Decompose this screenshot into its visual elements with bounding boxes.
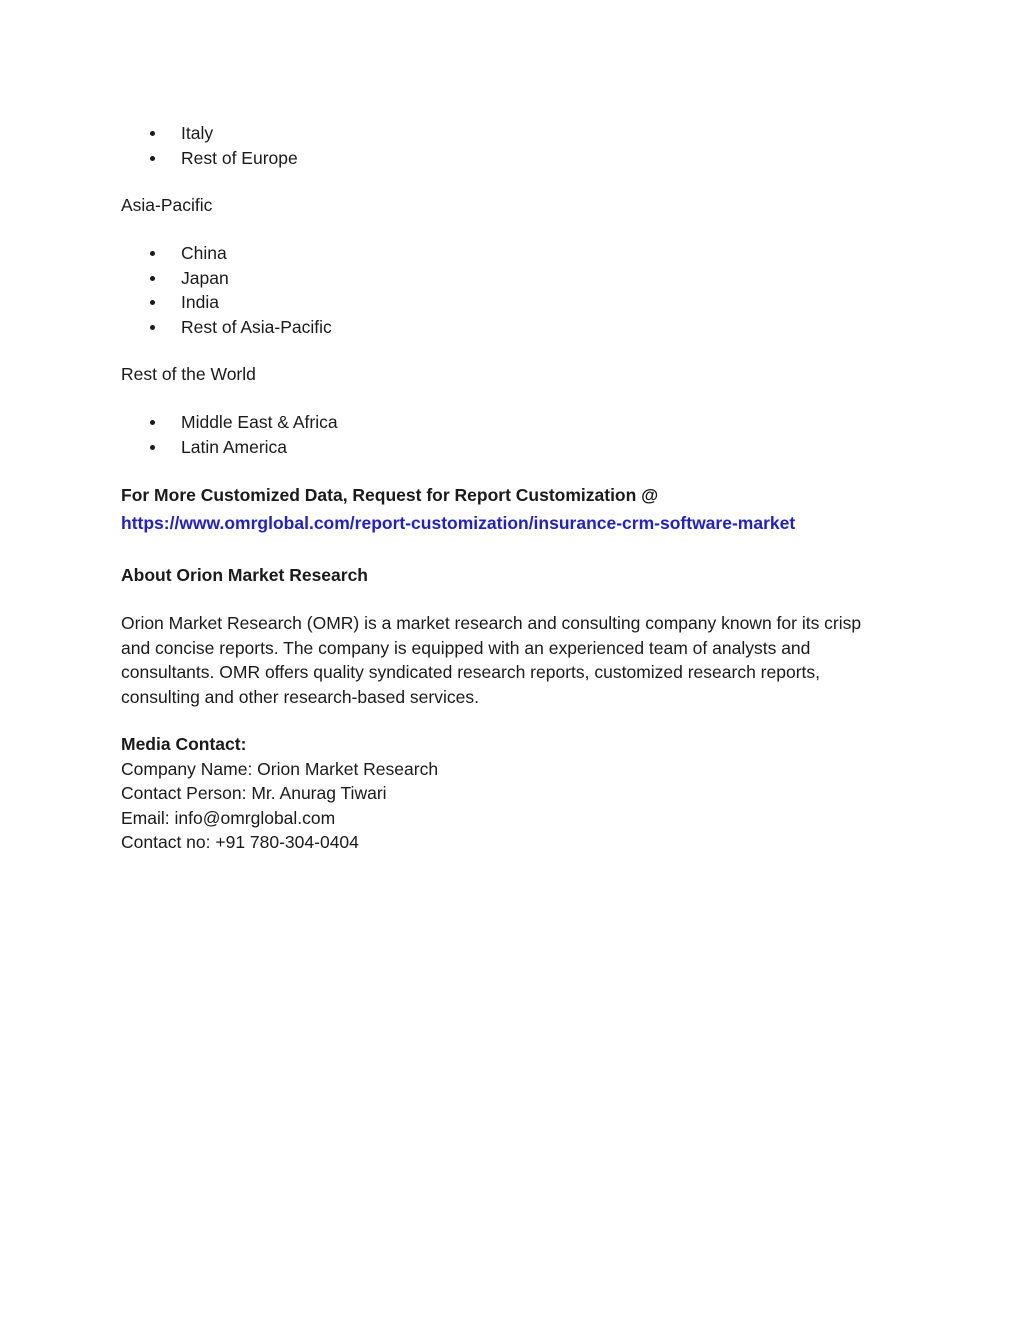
company-name: Company Name: Orion Market Research <box>121 758 439 779</box>
media-contact-heading: Media Contact: <box>121 734 247 754</box>
bullet-icon <box>150 156 155 161</box>
rest-of-world-heading: Rest of the World <box>121 364 256 384</box>
list-item: China <box>121 241 332 266</box>
media-contact-block <box>121 732 911 855</box>
list-item: Italy <box>121 121 298 146</box>
rest-of-world-list <box>121 410 338 459</box>
bullet-icon <box>150 131 155 136</box>
bullet-icon <box>150 420 155 425</box>
about-paragraph <box>121 611 911 709</box>
bullet-icon <box>150 325 155 330</box>
list-item: India <box>121 290 332 315</box>
customization-link[interactable]: https://www.omrglobal.com/report-customization/insurance-crm-software-market <box>121 513 796 533</box>
contact-email: Email: info@omrglobal.com <box>121 807 336 828</box>
bullet-icon <box>150 251 155 256</box>
list-item: Middle East & Africa <box>121 410 338 435</box>
about-line: consulting and other research-based services. <box>121 686 479 707</box>
asia-pacific-heading: Asia-Pacific <box>121 195 213 215</box>
customization-label: For More Customized Data, Request for Report Customization @ <box>121 485 659 505</box>
contact-person: Contact Person: Mr. Anurag Tiwari <box>121 783 387 803</box>
list-item: Japan <box>121 266 332 291</box>
asia-pacific-list <box>121 241 332 339</box>
bullet-icon <box>150 300 155 305</box>
europe-list <box>121 121 298 170</box>
about-line: and concise reports. The company is equipped with an experienced team of analysts and <box>121 637 811 658</box>
bullet-icon <box>150 445 155 450</box>
about-heading: About Orion Market Research <box>121 565 368 585</box>
about-line: Orion Market Research (OMR) is a market research and consulting company known for its crisp <box>121 613 862 633</box>
list-item: Rest of Asia-Pacific <box>121 315 332 340</box>
list-item: Rest of Europe <box>121 146 298 171</box>
about-line: consultants. OMR offers quality syndicated research reports, customized research reports, <box>121 662 821 682</box>
bullet-icon <box>150 276 155 281</box>
contact-phone: Contact no: +91 780-304-0404 <box>121 832 359 852</box>
list-item: Latin America <box>121 435 338 460</box>
